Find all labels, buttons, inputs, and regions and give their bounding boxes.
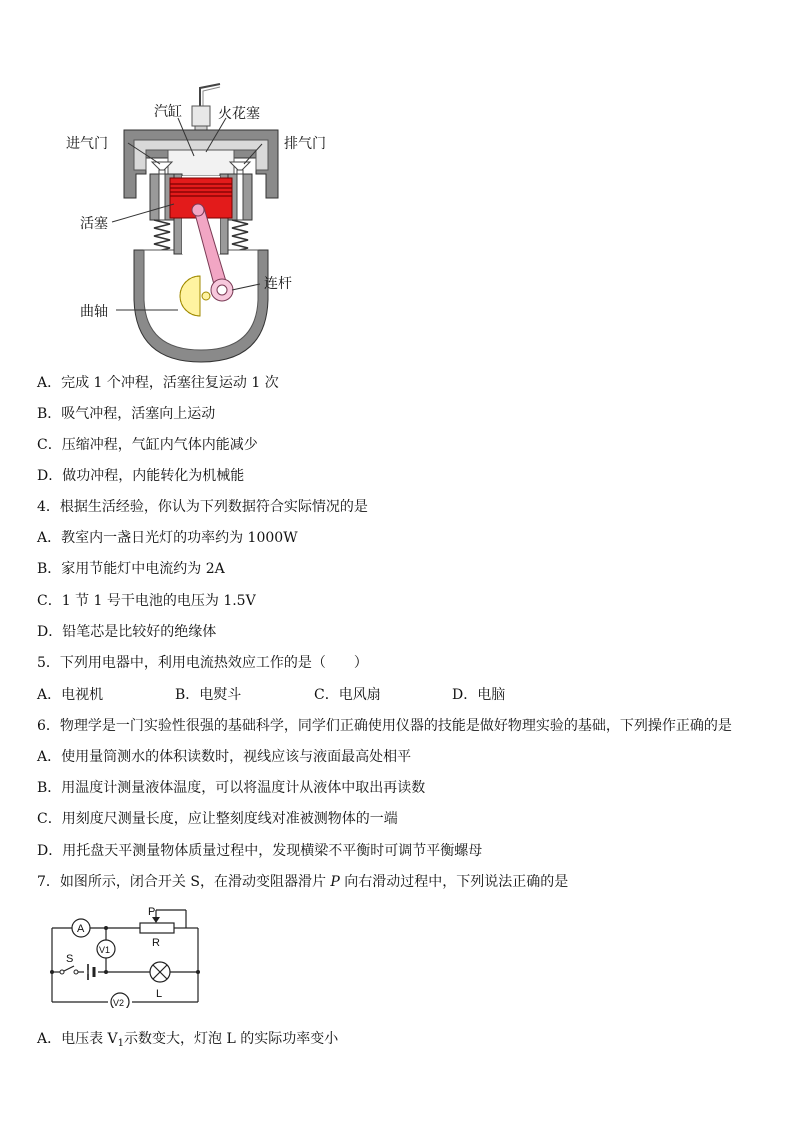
label-connecting-rod: 连杆 bbox=[264, 276, 292, 292]
q5-option-b: B．电熨斗 bbox=[175, 687, 242, 703]
q6-stem: 6．物理学是一门实验性很强的基础科学，同学们正确使用仪器的技能是做好物理实验的基础，下列操作正确的是 bbox=[37, 718, 732, 734]
q4-stem: 4．根据生活经验，你认为下列数据符合实际情况的是 bbox=[37, 499, 368, 515]
q4-option-d: D．铅笔芯是比较好的绝缘体 bbox=[37, 624, 217, 640]
circuit-label-p: P bbox=[148, 906, 156, 918]
q6-option-b: B．用温度计测量液体温度，可以将温度计从液体中取出再读数 bbox=[37, 780, 426, 796]
q5-option-a: A．电视机 bbox=[37, 687, 104, 703]
q5-option-d: D．电脑 bbox=[452, 687, 506, 703]
q5-options bbox=[37, 686, 757, 704]
circuit-label-ammeter: A bbox=[77, 923, 85, 935]
circuit-label-v1: V1 bbox=[99, 945, 111, 955]
q6-option-c: C．用刻度尺测量长度，应让整刻度线对准被测物体的一端 bbox=[37, 811, 398, 827]
q3-option-d: D．做功冲程，内能转化为机械能 bbox=[37, 468, 245, 484]
q7-stem bbox=[37, 873, 568, 891]
label-spark-plug: 火花塞 bbox=[218, 106, 260, 122]
circuit-label-r: R bbox=[152, 937, 160, 949]
q4-option-c: C．1 节 1 号干电池的电压为 1.5V bbox=[37, 593, 256, 609]
label-exhaust-valve: 排气门 bbox=[284, 136, 326, 152]
label-cylinder: 汽缸 bbox=[154, 104, 182, 120]
q7-stem-before: 7．如图所示，闭合开关 S，在滑动变阻器滑片 bbox=[37, 874, 331, 890]
q3-option-c: C．压缩冲程，气缸内气体内能减少 bbox=[37, 437, 258, 453]
engine-diagram bbox=[60, 78, 360, 364]
q7-stem-italic-p: P bbox=[330, 874, 340, 890]
q7-stem-after: 向右滑动过程中，下列说法正确的是 bbox=[339, 874, 569, 890]
q4-option-a: A．教室内一盏日光灯的功率约为 1000W bbox=[37, 530, 298, 546]
q7-option-a-sub: 1 bbox=[117, 1038, 125, 1049]
circuit-label-l: L bbox=[156, 988, 163, 1000]
q5-option-c: C．电风扇 bbox=[314, 687, 381, 703]
label-intake-valve: 进气门 bbox=[66, 136, 108, 152]
circuit-label-v2: V2 bbox=[113, 998, 125, 1008]
q3-option-b: B．吸气冲程，活塞向上运动 bbox=[37, 406, 216, 422]
q4-option-b: B．家用节能灯中电流约为 2A bbox=[37, 561, 225, 577]
q7-option-a bbox=[37, 1030, 338, 1053]
q7-option-a-after: 示数变大，灯泡 L 的实际功率变小 bbox=[124, 1031, 339, 1047]
circuit-label-s: S bbox=[66, 953, 74, 965]
label-crankshaft: 曲轴 bbox=[80, 304, 108, 320]
circuit-diagram bbox=[44, 904, 204, 1008]
q6-option-a: A．使用量筒测水的体积读数时，视线应该与液面最高处相平 bbox=[37, 749, 412, 765]
label-piston: 活塞 bbox=[80, 216, 108, 232]
q6-option-d: D．用托盘天平测量物体质量过程中，发现横梁不平衡时可调节平衡螺母 bbox=[37, 843, 483, 859]
q3-option-a: A．完成 1 个冲程，活塞往复运动 1 次 bbox=[37, 375, 279, 391]
q7-option-a-before: A．电压表 V bbox=[37, 1031, 118, 1047]
q5-stem: 5．下列用电器中，利用电流热效应工作的是（ ） bbox=[37, 655, 368, 671]
